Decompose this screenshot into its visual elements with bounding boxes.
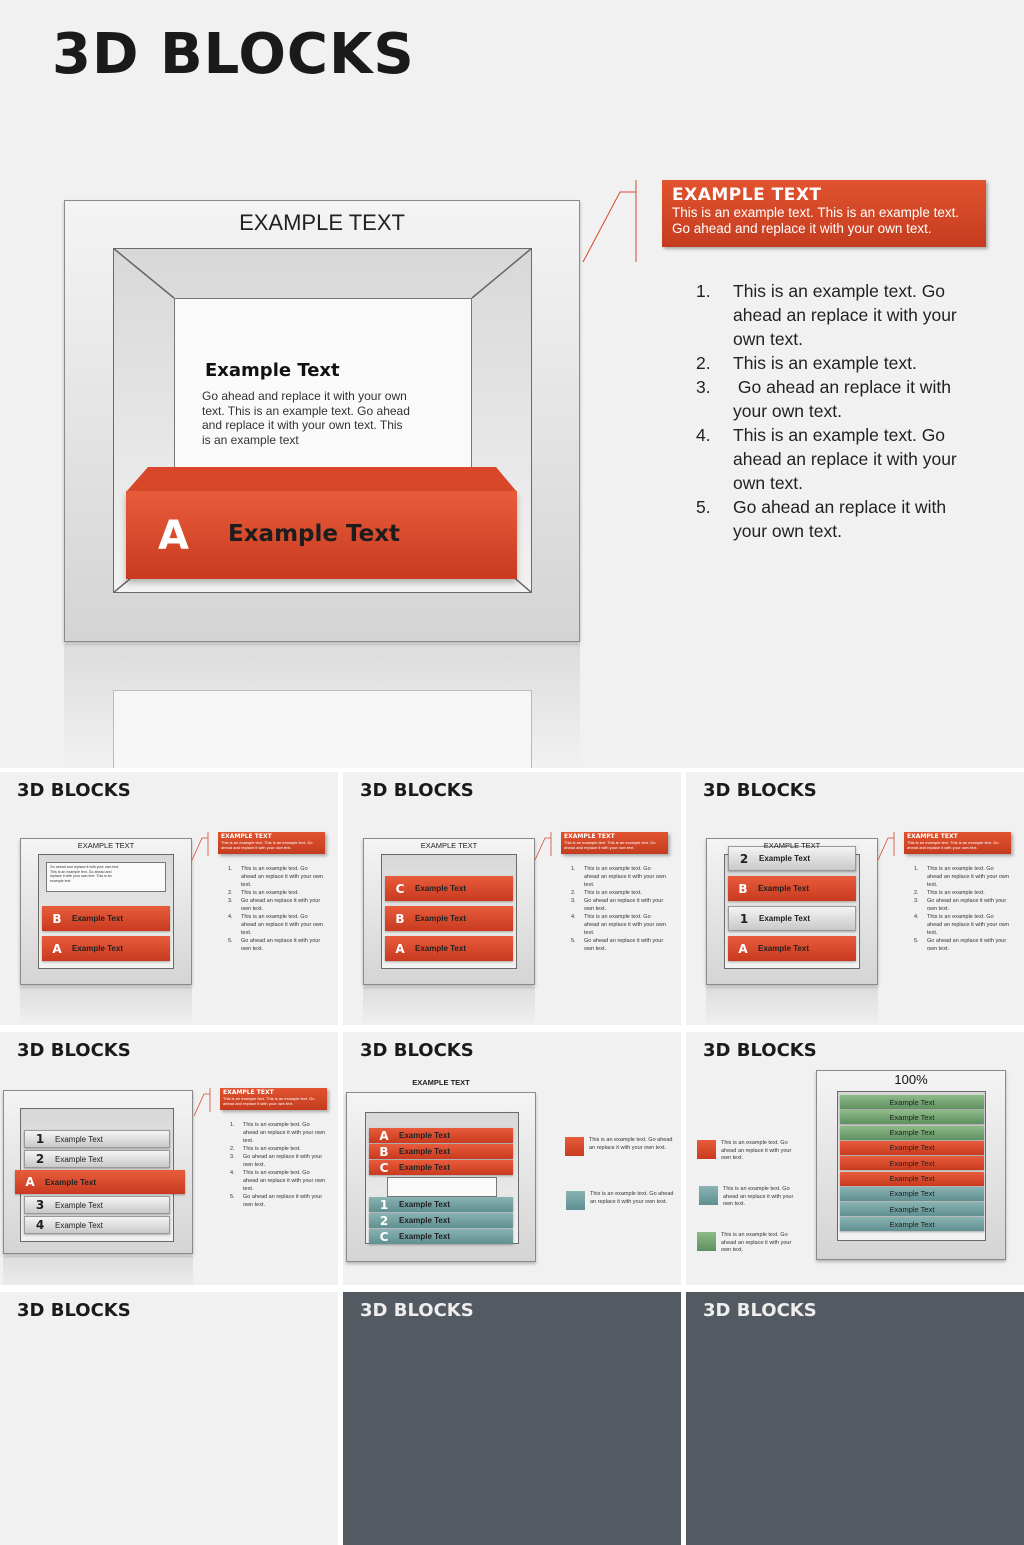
stack-row bbox=[840, 1172, 984, 1186]
block-letter: 1 bbox=[35, 1132, 45, 1146]
callout-box bbox=[561, 832, 668, 854]
callout-connector bbox=[192, 1088, 222, 1118]
block-4 bbox=[24, 1216, 170, 1234]
block-text: Example Text bbox=[72, 914, 123, 923]
callout-title: EXAMPLE TEXT bbox=[907, 833, 958, 840]
block-letter: B bbox=[395, 911, 405, 926]
list-number: 3. bbox=[914, 898, 919, 904]
list-number: 4. bbox=[230, 1170, 235, 1176]
block-c bbox=[369, 1160, 513, 1175]
inner-heading: Example Text bbox=[205, 360, 340, 381]
stack-row bbox=[840, 1217, 984, 1231]
list-number: 3. bbox=[228, 898, 233, 904]
callout-body: This is an example text. This is an example text. Go ahead and replace it with your own text. bbox=[221, 840, 313, 850]
list-number: 5. bbox=[914, 938, 919, 944]
block-text: Example Text bbox=[228, 521, 401, 547]
list-item bbox=[696, 423, 966, 495]
block-1 bbox=[24, 1130, 170, 1148]
block-letter: C bbox=[395, 881, 405, 896]
list-text: Go ahead an replace it with your own text. bbox=[733, 377, 956, 421]
stack-row bbox=[840, 1141, 984, 1155]
callout-body: This is an example text. This is an example text. Go ahead and replace it with your own text. bbox=[564, 840, 656, 850]
list-number: 2. bbox=[230, 1146, 235, 1152]
slide-thumbnail[interactable] bbox=[686, 1032, 1024, 1285]
list-text: Go ahead an replace it with your own text. bbox=[241, 938, 321, 952]
block-a bbox=[369, 1128, 513, 1143]
slide-thumbnail[interactable] bbox=[343, 1032, 681, 1285]
callout-box bbox=[218, 832, 325, 854]
block-letter: 1 bbox=[379, 1197, 389, 1212]
block-1 bbox=[728, 906, 856, 931]
list-item bbox=[571, 865, 666, 889]
block-letter: B bbox=[738, 881, 748, 896]
list-number: 4. bbox=[914, 914, 919, 920]
list-text: This is an example text. Go ahead an replace it with your own text. bbox=[241, 866, 323, 888]
thumbnail-title: 3D BLOCKS bbox=[703, 780, 817, 801]
block-letter: 2 bbox=[379, 1213, 389, 1228]
block-letter: 1 bbox=[739, 911, 749, 926]
list-item bbox=[914, 897, 1009, 913]
frame-reflection bbox=[706, 987, 878, 1025]
list-text: Go ahead an replace it with your own text. bbox=[584, 898, 664, 912]
block-letter: A bbox=[379, 1128, 389, 1143]
stack-row bbox=[840, 1156, 984, 1170]
block-text: Example Text bbox=[758, 884, 809, 893]
block-text: Example Text bbox=[759, 854, 810, 863]
list-text: Go ahead an replace it with your own text. bbox=[243, 1154, 323, 1168]
list-text: Go ahead an replace it with your own text. bbox=[584, 938, 664, 952]
list-number: 3. bbox=[696, 377, 711, 397]
list-text: Go ahead an replace it with your own text. bbox=[241, 898, 321, 912]
block-text: Example Text bbox=[399, 1200, 450, 1209]
list-item bbox=[228, 897, 323, 913]
callout-connector bbox=[876, 832, 906, 862]
frame-title: EXAMPLE TEXT bbox=[77, 841, 135, 850]
list-text: This is an example text. bbox=[733, 353, 917, 373]
block-text: Example Text bbox=[72, 944, 123, 953]
numbered-list bbox=[228, 865, 323, 953]
numbered-list bbox=[230, 1121, 325, 1209]
list-text: This is an example text. Go ahead an replace it with your own text. bbox=[243, 1122, 325, 1144]
callout-connector bbox=[580, 178, 660, 268]
list-number: 1. bbox=[228, 866, 233, 872]
block-a bbox=[728, 936, 856, 961]
slide-thumbnail[interactable] bbox=[0, 1032, 338, 1285]
list-item bbox=[914, 889, 1009, 897]
inner-reflection bbox=[113, 690, 532, 768]
block-text: Example Text bbox=[55, 1200, 103, 1210]
frame-reflection bbox=[3, 1256, 193, 1285]
legend-swatch bbox=[566, 1191, 585, 1210]
legend-text: This is an example text. Go ahead an replace it with your own text. bbox=[723, 1186, 794, 1207]
slide-thumbnail[interactable] bbox=[0, 1292, 338, 1545]
stack-row bbox=[840, 1187, 984, 1201]
list-item bbox=[914, 937, 1009, 953]
list-text: This is an example text. bbox=[241, 890, 299, 896]
slide-thumbnail[interactable] bbox=[686, 772, 1024, 1025]
list-item bbox=[571, 937, 666, 953]
row-text: Example Text bbox=[889, 1097, 935, 1107]
list-item bbox=[914, 913, 1009, 937]
list-number: 5. bbox=[571, 938, 576, 944]
block-1 bbox=[369, 1197, 513, 1212]
legend-swatch bbox=[699, 1186, 718, 1205]
list-number: 2. bbox=[571, 890, 576, 896]
stack-row bbox=[840, 1110, 984, 1124]
stack-row bbox=[840, 1126, 984, 1140]
frame-title: EXAMPLE TEXT bbox=[412, 1078, 470, 1087]
frame-title: 100% bbox=[894, 1072, 928, 1087]
numbered-list bbox=[696, 279, 966, 543]
block-letter: A bbox=[52, 941, 62, 956]
legend-swatch bbox=[697, 1140, 716, 1159]
legend-text: This is an example text. Go ahead an replace it with your own text. bbox=[721, 1232, 792, 1253]
row-text: Example Text bbox=[889, 1143, 935, 1153]
block-text: Example Text bbox=[399, 1163, 450, 1172]
list-number: 1. bbox=[914, 866, 919, 872]
list-item bbox=[230, 1153, 325, 1169]
stack-row bbox=[840, 1202, 984, 1216]
list-item bbox=[230, 1145, 325, 1153]
row-text: Example Text bbox=[889, 1204, 935, 1214]
row-text: Example Text bbox=[889, 1174, 935, 1183]
row-text: Example Text bbox=[889, 1112, 935, 1122]
callout-title: EXAMPLE TEXT bbox=[221, 833, 272, 840]
callout-connector bbox=[190, 832, 220, 862]
list-text: This is an example text. Go ahead an replace it with your own text. bbox=[584, 914, 666, 936]
block-text: Example Text bbox=[399, 1216, 450, 1225]
block-text: Example Text bbox=[415, 914, 466, 923]
block-3 bbox=[24, 1196, 170, 1214]
slide-thumbnail[interactable] bbox=[343, 1292, 681, 1545]
frame-reflection bbox=[20, 987, 192, 1025]
callout-connector bbox=[533, 832, 563, 862]
list-text: This is an example text. Go ahead an replace it with your own text. bbox=[733, 425, 962, 493]
callout-body: This is an example text. This is an example text. Go ahead and replace it with your own text. bbox=[223, 1096, 315, 1106]
list-item bbox=[571, 913, 666, 937]
numbered-list bbox=[571, 865, 666, 953]
list-number: 2. bbox=[696, 353, 711, 373]
block-letter: A bbox=[395, 941, 405, 956]
block-text: Example Text bbox=[399, 1131, 450, 1140]
list-text: This is an example text. bbox=[243, 1146, 301, 1152]
row-text: Example Text bbox=[889, 1189, 935, 1199]
list-item bbox=[571, 897, 666, 913]
list-text: This is an example text. Go ahead an replace it with your own text. bbox=[241, 914, 323, 936]
list-item bbox=[228, 913, 323, 937]
block-text: Example Text bbox=[55, 1154, 103, 1164]
block-text: Example Text bbox=[759, 914, 810, 923]
frame-title: EXAMPLE TEXT bbox=[763, 841, 821, 850]
list-item bbox=[914, 865, 1009, 889]
list-number: 1. bbox=[230, 1122, 235, 1128]
slide-thumbnail[interactable] bbox=[0, 772, 338, 1025]
block-letter: 2 bbox=[35, 1152, 45, 1166]
block-letter: 3 bbox=[35, 1198, 45, 1212]
list-number: 2. bbox=[914, 890, 919, 896]
thumbnail-title: 3D BLOCKS bbox=[703, 1040, 817, 1061]
block-text: Example Text bbox=[758, 944, 809, 953]
block-a bbox=[385, 936, 513, 961]
callout-body: This is an example text. This is an example text. Go ahead and replace it with your own text. bbox=[672, 205, 960, 236]
legend-text: This is an example text. Go ahead an replace it with your own text. bbox=[721, 1140, 792, 1161]
stack-row bbox=[840, 1095, 984, 1109]
list-text: Go ahead an replace it with your own text. bbox=[927, 938, 1007, 952]
list-number: 4. bbox=[228, 914, 233, 920]
list-number: 3. bbox=[571, 898, 576, 904]
block-letter: B bbox=[379, 1144, 389, 1159]
legend-text: This is an example text. Go ahead an replace it with your own text. bbox=[590, 1191, 674, 1205]
block-text: Example Text bbox=[399, 1147, 450, 1156]
list-text: This is an example text. bbox=[927, 890, 985, 896]
numbered-list bbox=[914, 865, 1009, 953]
list-item bbox=[696, 375, 966, 423]
inner-back-panel bbox=[387, 1177, 497, 1197]
block-letter: A bbox=[158, 513, 189, 559]
list-text: Go ahead an replace it with your own text. bbox=[243, 1194, 323, 1208]
frame-title: EXAMPLE TEXT bbox=[420, 841, 478, 850]
list-number: 4. bbox=[571, 914, 576, 920]
block-b bbox=[369, 1144, 513, 1159]
list-item bbox=[696, 279, 966, 351]
list-item bbox=[228, 937, 323, 953]
legend-swatch bbox=[697, 1232, 716, 1251]
block-b bbox=[728, 876, 856, 901]
inner-paragraph: Go ahead and replace it with your own text. This is an example text. Go ahead and replace it with your own text. This is an example text bbox=[50, 865, 120, 883]
list-item bbox=[230, 1169, 325, 1193]
block-a bbox=[42, 936, 170, 961]
inner-paragraph: Go ahead and replace it with your own text. This is an example text. Go ahead and replace it with your own text. This is an example text bbox=[202, 389, 410, 447]
list-number: 2. bbox=[228, 890, 233, 896]
block-top-face bbox=[126, 467, 517, 492]
list-text: Go ahead an replace it with your own text. bbox=[733, 497, 951, 541]
list-item bbox=[696, 351, 966, 375]
block-text: Example Text bbox=[55, 1134, 103, 1144]
block-a bbox=[15, 1170, 185, 1194]
list-item bbox=[228, 889, 323, 897]
list-text: This is an example text. Go ahead an replace it with your own text. bbox=[584, 866, 666, 888]
list-text: This is an example text. Go ahead an replace it with your own text. bbox=[927, 914, 1009, 936]
list-item bbox=[696, 495, 966, 543]
callout-box bbox=[904, 832, 1011, 854]
block-letter: B bbox=[52, 911, 62, 926]
main-slide bbox=[0, 0, 1024, 768]
list-number: 4. bbox=[696, 425, 711, 445]
thumbnail-title: 3D BLOCKS bbox=[17, 780, 131, 801]
block-letter: A bbox=[25, 1175, 35, 1189]
block-letter: 2 bbox=[739, 851, 749, 866]
list-number: 1. bbox=[571, 866, 576, 872]
callout-box bbox=[220, 1088, 327, 1110]
list-text: Go ahead an replace it with your own text. bbox=[927, 898, 1007, 912]
list-item bbox=[228, 865, 323, 889]
list-item bbox=[230, 1121, 325, 1145]
block-c bbox=[369, 1229, 513, 1244]
block-letter: C bbox=[379, 1160, 389, 1175]
block-b bbox=[385, 906, 513, 931]
list-number: 3. bbox=[230, 1154, 235, 1160]
legend-text: This is an example text. Go ahead an replace it with your own text. bbox=[589, 1137, 673, 1151]
callout-title: EXAMPLE TEXT bbox=[223, 1089, 274, 1096]
legend-swatch bbox=[565, 1137, 584, 1156]
block-text: Example Text bbox=[415, 884, 466, 893]
block-letter: A bbox=[738, 941, 748, 956]
callout-box bbox=[662, 180, 986, 247]
block-a bbox=[126, 491, 517, 579]
list-number: 5. bbox=[228, 938, 233, 944]
block-2 bbox=[24, 1150, 170, 1168]
frame-title: EXAMPLE TEXT bbox=[239, 210, 405, 235]
block-text: Example Text bbox=[415, 944, 466, 953]
block-letter: C bbox=[379, 1229, 389, 1244]
row-text: Example Text bbox=[889, 1128, 935, 1138]
thumbnail-title: 3D BLOCKS bbox=[703, 1300, 817, 1321]
block-letter: 4 bbox=[35, 1218, 45, 1232]
callout-title: EXAMPLE TEXT bbox=[564, 833, 615, 840]
block-text: Example Text bbox=[45, 1177, 96, 1187]
list-text: This is an example text. bbox=[584, 890, 642, 896]
list-number: 5. bbox=[230, 1194, 235, 1200]
list-text: This is an example text. Go ahead an replace it with your own text. bbox=[927, 866, 1009, 888]
row-text: Example Text bbox=[889, 1158, 935, 1168]
thumbnail-title: 3D BLOCKS bbox=[17, 1040, 131, 1061]
frame-reflection bbox=[363, 987, 535, 1025]
block-2 bbox=[369, 1213, 513, 1228]
block-text: Example Text bbox=[55, 1220, 103, 1230]
row-text: Example Text bbox=[889, 1219, 935, 1229]
list-item bbox=[230, 1193, 325, 1209]
block-c bbox=[385, 876, 513, 901]
thumbnail-title: 3D BLOCKS bbox=[360, 1040, 474, 1061]
list-item bbox=[571, 889, 666, 897]
thumbnail-title: 3D BLOCKS bbox=[360, 780, 474, 801]
slide-title: 3D BLOCKS bbox=[52, 22, 415, 87]
thumbnail-title: 3D BLOCKS bbox=[360, 1300, 474, 1321]
list-number: 1. bbox=[696, 281, 711, 301]
list-text: This is an example text. Go ahead an replace it with your own text. bbox=[733, 281, 962, 349]
list-number: 5. bbox=[696, 497, 711, 517]
thumbnail-title: 3D BLOCKS bbox=[17, 1300, 131, 1321]
block-text: Example Text bbox=[399, 1232, 450, 1241]
slide-thumbnail[interactable] bbox=[343, 772, 681, 1025]
slide-thumbnail[interactable] bbox=[686, 1292, 1024, 1545]
list-text: This is an example text. Go ahead an replace it with your own text. bbox=[243, 1170, 325, 1192]
callout-body: This is an example text. This is an example text. Go ahead and replace it with your own text. bbox=[907, 840, 999, 850]
callout-title: EXAMPLE TEXT bbox=[672, 185, 822, 205]
block-b bbox=[42, 906, 170, 931]
